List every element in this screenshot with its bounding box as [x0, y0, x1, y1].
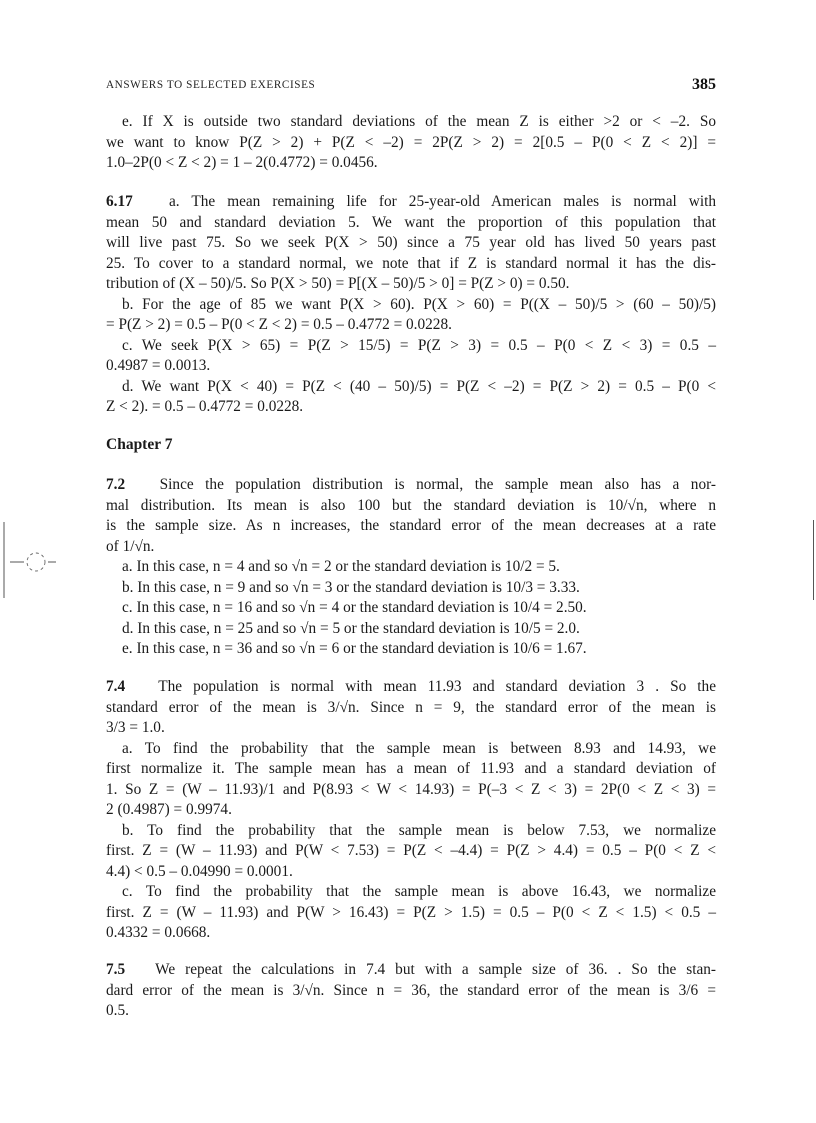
text-line: 1.0–2P(0 < Z < 2) = 1 – 2(0.4772) = 0.0456. [106, 154, 378, 171]
text-line: 4.4) < 0.5 – 0.04990 = 0.0001. [106, 862, 293, 880]
text-line: d. In this case, n = 25 and so √n = 5 or the standard deviation is 10/5 = 2.0. [122, 619, 580, 637]
answer-7-5 [106, 960, 716, 1022]
answer-7-2 [106, 475, 716, 660]
text-line: will live past 75. So we seek P(X > 50) since a 75 year old has lived 50 years past [106, 234, 716, 251]
text-line: first. Z = (W – 11.93) and P(W > 16.43) = P(Z > 1.5) = 0.5 – P(0 < Z < 1.5) < 0.5 – [106, 903, 716, 921]
text-line: Since the population distribution is normal, the sample mean also has a nor- [159, 476, 716, 493]
text-line: e. If X is outside two standard deviations of the mean Z is either >2 or < –2. So [122, 113, 716, 130]
text-line: c. To find the probability that the sample mean is above 16.43, we normalize [122, 883, 716, 900]
text-line: first. Z = (W – 11.93) and P(W < 7.53) = P(Z < –4.4) = P(Z > 4.4) = 0.5 – P(0 < Z < [106, 842, 716, 859]
text-line: e. In this case, n = 36 and so √n = 6 or the standard deviation is 10/6 = 1.67. [122, 640, 587, 657]
text-line: c. We seek P(X > 65) = P(Z > 15/5) = P(Z > 3) = 0.5 – P(0 < Z < 3) = 0.5 – [122, 336, 716, 354]
answer-6-16-e [106, 112, 716, 174]
page-header [106, 76, 716, 98]
exercise-number: 6.17 [106, 193, 133, 210]
text-line: a. In this case, n = 4 and so √n = 2 or the standard deviation is 10/2 = 5. [122, 558, 560, 575]
text-line: dard error of the mean is 3/√n. Since n = 36, the standard error of the mean is 3/6 = [106, 981, 716, 999]
text-line: a. The mean remaining life for 25-year-old American males is normal with [168, 193, 716, 210]
text-line: b. For the age of 85 we want P(X > 60). P(X > 60) = P((X – 50)/5 > (60 – 50)/5) [122, 295, 716, 313]
text-line: We repeat the calculations in 7.4 but with a sample size of 36. . So the stan- [155, 961, 716, 978]
answer-7-4 [106, 677, 716, 944]
text-line: of 1/√n. [106, 537, 155, 555]
text-line: 0.4987 = 0.0013. [106, 357, 211, 374]
text-line: first normalize it. The sample mean has a mean of 11.93 and a standard deviation of [106, 760, 716, 777]
text-line: mean 50 and standard deviation 5. We want the proportion of this population that [106, 213, 716, 231]
registration-mark-icon [0, 520, 60, 600]
text-line: 1. So Z = (W – 11.93)/1 and P(8.93 < W < 14.93) = P(–3 < Z < 3) = 2P(0 < Z < 3) = [106, 780, 716, 798]
text-line: 3/3 = 1.0. [106, 719, 165, 736]
text-line: 2 (0.4987) = 0.9974. [106, 801, 232, 818]
text-line: The population is normal with mean 11.93 and standard deviation 3 . So the [158, 678, 716, 695]
text-line: standard error of the mean is 3/√n. Since n = 9, the standard error of the mean is [106, 698, 716, 716]
text-line: c. In this case, n = 16 and so √n = 4 or the standard deviation is 10/4 = 2.50. [122, 599, 587, 616]
answer-6-17 [106, 192, 716, 418]
chapter-heading: Chapter 7 [106, 436, 173, 453]
exercise-number: 7.4 [106, 678, 126, 695]
page-number: 385 [692, 76, 716, 93]
exercise-number: 7.5 [106, 961, 126, 978]
running-head: ANSWERS TO SELECTED EXERCISES [106, 79, 316, 91]
text-line: b. To find the probability that the sample mean is below 7.53, we normalize [122, 821, 716, 839]
text-line: 0.4332 = 0.0668. [106, 924, 211, 941]
text-line: mal distribution. Its mean is also 100 but the standard deviation is 10/√n, where n [106, 496, 716, 514]
text-line: b. In this case, n = 9 and so √n = 3 or the standard deviation is 10/3 = 3.33. [122, 578, 580, 596]
text-line: tribution of (X – 50)/5. So P(X > 50) = P[(X – 50)/5 > 0] = P(Z > 0) = 0.50. [106, 275, 570, 292]
text-line: = P(Z > 2) = 0.5 – P(0 < Z < 2) = 0.5 – 0.4772 = 0.0228. [106, 316, 452, 333]
text-line: is the sample size. As n increases, the standard error of the mean decreases at a rate [106, 517, 716, 534]
text-line: a. To find the probability that the sample mean is between 8.93 and 14.93, we [122, 739, 716, 757]
text-line: we want to know P(Z > 2) + P(Z < –2) = 2P(Z > 2) = 2[0.5 – P(0 < Z < 2)] = [106, 133, 716, 151]
text-line: 0.5. [106, 1002, 129, 1019]
text-line: 25. To cover to a standard normal, we note that if Z is standard normal it has the dis- [106, 254, 716, 272]
text-line: Z < 2). = 0.5 – 0.4772 = 0.0228. [106, 398, 304, 415]
text-line: d. We want P(X < 40) = P(Z < (40 – 50)/5) = P(Z < –2) = P(Z > 2) = 0.5 – P(0 < [122, 377, 716, 395]
exercise-number: 7.2 [106, 476, 126, 493]
